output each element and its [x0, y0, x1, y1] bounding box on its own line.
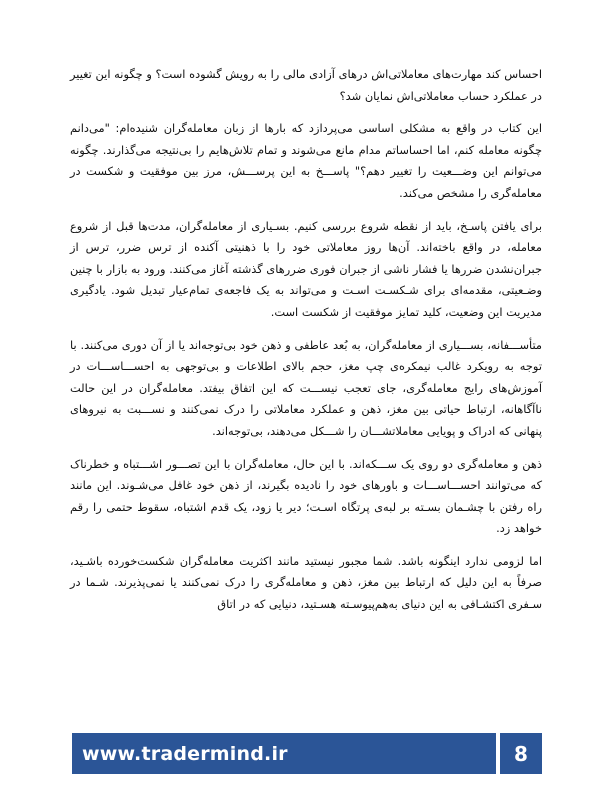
paragraph-4: متأســـفانه، بســـیاری از معامله‌گران، به بُعد عاطفی و ذهن خود بی‌توجه‌اند یا از آن دوری می‌کنند. با توجه به رویکرد غالب نیمکره‌ی چپ مغز، حجم بالای اطلاعات و بی‌توجهی به احســـاســـات در آموزش‌های رایج معامله‌گری، جای تعجب نیســـت که این اتفاق بیفتد. معامله‌گران در این حالت ناآگاهانه، ارتباط حیاتی بین مغز، ذهن و عملکرد معاملاتی را درک نمی‌کنند و نســـبت به نیروهای پنهانی که ادراک و پویایی معاملاتشـــان را شـــکل می‌دهند، بی‌توجه‌اند. [70, 337, 542, 438]
page-number: 8 [514, 741, 528, 766]
paragraph-5: ذهن و معامله‌گری دو روی یک ســـکه‌اند. با این حال، معامله‌گران با این تصـــور اشـــتباه و خطرناک که می‌توانند احســـاســـات و باورهای خود را نادیده بگیرند، از ذهن خود غافل می‌شـوند. این مانند راه رفتن با چشـمان بسـته بر لبه‌ی پرتگاه اسـت؛ دیر یا زود، یک قدم اشتباه، سقوط حتمی را رقم خواهد زد. [70, 456, 542, 536]
footer-url-link[interactable]: www.tradermind.ir [82, 742, 288, 765]
paragraph-3: برای یافتن پاسـخ، باید از نقطه شروع بررسی کنیم. بسـیاری از معامله‌گران، مدت‌ها قبل از شروع معامله، در واقع باخته‌اند. آن‌ها روز معاملاتی خود را با ذهنیتی آکنده از ترس ضرر، ترس از جبران‌نشدن ضررها یا فشار ناشی از جبران فوری ضررهای گذشته آغاز می‌کنند. ورود به بازار با چنین وضـعیتی، مقدمه‌ای برای شـکسـت اسـت و می‌تواند به یک فاجعه‌ی تمام‌عیار تبدیل شود. یادگیری مدیریت این وضعیت، کلید تمایز موفقیت از شکست است. [70, 218, 542, 319]
paragraph-2: این کتاب در واقع به مشکلی اساسی می‌پردازد که بارها از زبان معامله‌گران شنیده‌ام: "می‌دانم چگونه معامله کنم، اما احساساتم مدام مانع می‌شوند و تمام تلاش‌هایم را بی‌نتیجه می‌گذارند. چگونه می‌توانم این وضـــعیت را تغییر دهم؟" پاســـخ به این پرســـش، مرز بین موفقیت و شکست در معامله‌گری را مشخص می‌کند. [70, 121, 542, 200]
page-footer [72, 733, 542, 774]
body-text [70, 64, 542, 627]
footer-url-bar [72, 733, 496, 774]
paragraph-1: احساس کند مهارت‌های معاملاتی‌اش درهای آزادی مالی را به رویش گشوده است؟ و چگونه این تغییر در عملکرد حساب معاملاتی‌اش نمایان شد؟ [70, 67, 542, 103]
page-number-badge [500, 733, 542, 774]
paragraph-6: اما لزومی ندارد اینگونه باشد. شما مجبور نیستید مانند اکثریت معامله‌گران شکست‌خورده باشـید، صرفاً به این دلیل که ارتباط بین مغز، ذهن و معامله‌گری را درک نمی‌کنند یا نمی‌پذیرند. شـما در سـفری اکتشـافی به این دنیای به‌هم‌پیوسـته هسـتید، دنیایی که در اتاق [70, 553, 542, 612]
